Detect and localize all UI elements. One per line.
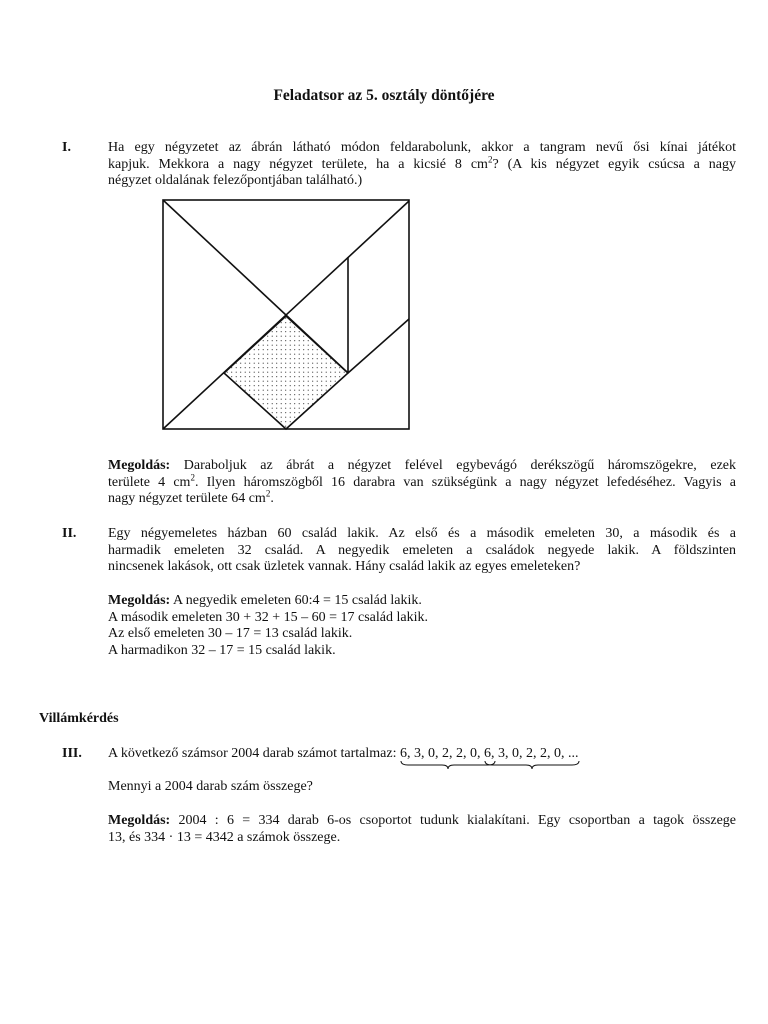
task3-intro: A következő számsor 2004 darab számot tartalmaz: [108,746,397,761]
tangram-figure [162,199,410,431]
solution-label: Megoldás: [108,813,171,828]
task3-solution-line-2: 13, és 334 · 13 = 4342 a számok összege. [108,829,341,845]
task1-solution-line-1: Megoldás: Daraboljuk az ábrát a négyzet felével egybevágó derékszögű háromszögekre, ezek [108,458,736,473]
sequence-group-2: 6, 3, 0, 2, 2, 0, [484,746,565,763]
brace-icon [484,760,580,770]
task2-solution-line-2: A második emeleten 30 + 32 + 15 – 60 = 17 család lakik. [108,610,428,625]
task1-solution-line-2: területe 4 $cm^2$. Ilyen háromszögből 16 darabra van szükségünk a nagy négyzet lefedéséhez. Vagyis a [108,471,736,490]
task1-line-3: négyzet oldalának felezőpontjában található.) [108,173,363,188]
task3-solution [108,813,736,846]
task3-sequence-line [108,746,578,763]
page-title: Feladatsor az 5. osztály döntőjére [273,87,495,104]
task3-solution-line-1: Megoldás: 2004 : 6 = 334 darab 6-os csoportot tudunk kialakítani. Egy csoportban a tagok összege [108,813,737,828]
task2-line-3: nincsenek lakások, ott csak üzletek vannak. Hány család lakik az egyes emeleteken? [108,559,581,574]
task1-line-2: kapjuk. Mekkora a nagy négyzet területe, ha a kicsié 8 $cm^2$? (A kis négyzet egyik csúcsa a nagy [108,153,737,172]
task1-solution [108,458,736,508]
task3-question: Mennyi a 2004 darab szám összege? [108,779,313,794]
task1-solution-line-3: nagy négyzet területe 64 $cm^2$. [108,488,274,506]
task1-line-1: Ha egy négyzetet az ábrán látható módon feldarabolunk, akkor a tangram nevű ősi kínai játékot [108,140,736,155]
task1-text [108,140,736,190]
task-number-2: II. [62,526,77,541]
task2-line-1: Egy négyemeletes házban 60 család lakik. Az első és a második emeleten 30, a második és a [108,526,736,541]
tangram-small-square [224,316,348,429]
task2-solution-line-4: A harmadikon 32 – 17 = 15 család lakik. [108,643,336,658]
solution-label: Megoldás: [108,458,171,473]
sequence-group-1: 6, 3, 0, 2, 2, 0, [400,746,481,763]
task2-solution-line-1: Megoldás: A negyedik emeleten 60:4 = 15 család lakik. [108,593,422,608]
task2-line-2: harmadik emeleten 32 család. A negyedik emeleten a családok negyede lakik. A földszinten [108,542,736,558]
solution-label: Megoldás: [108,593,171,608]
task-number-3: III. [62,746,82,761]
task-number-1: I. [62,140,71,155]
section-heading: Villámkérdés [39,711,119,726]
task2-text [108,526,736,576]
brace-icon [400,760,496,770]
task2-solution-line-3: Az első emeleten 30 – 17 = 13 család lakik. [108,626,353,641]
tangram-right-line [348,319,409,373]
sequence-ellipsis: ... [567,746,579,761]
